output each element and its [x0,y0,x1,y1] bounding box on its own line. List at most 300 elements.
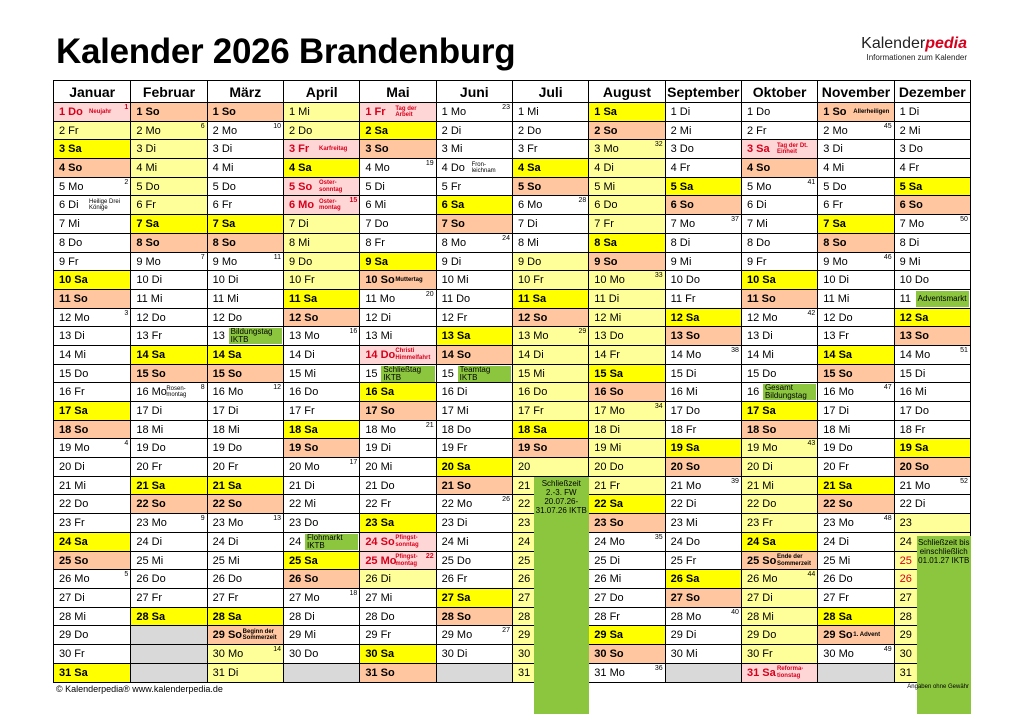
day-cell[interactable] [284,645,359,664]
day-cell[interactable] [437,645,512,664]
day-cell[interactable] [437,402,512,421]
day-cell[interactable] [437,589,512,608]
day-cell[interactable] [54,421,130,440]
day-cell[interactable] [360,309,435,328]
day-cell[interactable] [437,608,512,627]
day-cell[interactable] [54,290,130,309]
day-cell[interactable] [818,608,893,627]
day-cell[interactable] [360,327,435,346]
day-cell[interactable] [437,495,512,514]
day-cell[interactable] [666,327,741,346]
day-cell[interactable] [360,346,435,365]
day-cell[interactable] [513,234,588,253]
day-cell[interactable] [284,122,359,141]
day-cell[interactable] [589,234,664,253]
day-cell[interactable] [742,608,817,627]
day-cell[interactable] [437,234,512,253]
day-cell[interactable] [666,159,741,178]
day-cell[interactable] [589,645,664,664]
day-cell[interactable] [360,533,435,552]
day-cell[interactable] [895,196,970,215]
day-cell[interactable] [54,608,130,627]
day-cell[interactable] [437,253,512,272]
day-cell[interactable] [284,477,359,496]
day-cell[interactable] [284,309,359,328]
day-cell[interactable] [666,402,741,421]
day-cell[interactable] [818,495,893,514]
day-cell[interactable] [895,383,970,402]
day-cell[interactable] [895,439,970,458]
day-cell[interactable] [437,271,512,290]
day-cell[interactable] [360,421,435,440]
day-cell[interactable] [437,477,512,496]
day-cell[interactable] [54,253,130,272]
day-cell[interactable] [818,552,893,571]
day-cell[interactable] [131,140,206,159]
day-cell[interactable] [437,458,512,477]
day-cell[interactable] [742,346,817,365]
day-cell[interactable] [742,645,817,664]
day-cell[interactable] [589,552,664,571]
day-cell[interactable] [437,533,512,552]
day-cell[interactable] [208,533,283,552]
day-cell[interactable] [742,402,817,421]
day-cell[interactable] [666,365,741,384]
day-cell[interactable] [742,458,817,477]
day-cell[interactable] [818,402,893,421]
day-cell[interactable] [131,365,206,384]
day-cell[interactable] [666,178,741,197]
day-cell[interactable] [284,421,359,440]
day-cell[interactable] [284,608,359,627]
day-cell[interactable] [131,159,206,178]
day-cell[interactable] [666,234,741,253]
day-cell[interactable] [284,234,359,253]
day-cell[interactable] [284,533,359,552]
day-cell[interactable] [284,365,359,384]
day-cell[interactable] [208,477,283,496]
day-cell[interactable] [437,159,512,178]
day-cell[interactable] [54,664,130,683]
day-cell[interactable] [360,402,435,421]
day-cell[interactable] [437,103,512,122]
day-cell[interactable] [666,477,741,496]
day-cell[interactable] [513,290,588,309]
day-cell[interactable] [360,178,435,197]
day-cell[interactable] [360,608,435,627]
day-cell[interactable] [54,309,130,328]
day-cell[interactable] [589,514,664,533]
day-cell[interactable] [895,514,970,533]
day-cell[interactable] [742,439,817,458]
day-cell[interactable] [589,533,664,552]
day-cell[interactable] [131,178,206,197]
footer-copyright[interactable]: © Kalenderpedia® www.kalenderpedia.de [56,684,223,694]
day-cell[interactable] [818,383,893,402]
day-cell[interactable] [666,140,741,159]
day-cell[interactable] [742,664,817,683]
day-cell[interactable] [360,253,435,272]
day-cell[interactable] [208,215,283,234]
day-cell[interactable] [666,122,741,141]
day-cell[interactable] [513,215,588,234]
day-cell[interactable] [284,196,359,215]
day-cell[interactable] [895,140,970,159]
day-cell[interactable] [131,215,206,234]
day-cell[interactable] [360,140,435,159]
day-cell[interactable] [360,514,435,533]
day-cell[interactable] [437,421,512,440]
day-cell[interactable] [208,327,283,346]
day-cell[interactable] [818,253,893,272]
day-cell[interactable] [666,645,741,664]
day-cell[interactable] [360,439,435,458]
day-cell[interactable] [54,271,130,290]
day-cell[interactable] [54,346,130,365]
day-cell[interactable] [208,122,283,141]
day-cell[interactable] [742,290,817,309]
day-cell[interactable] [54,103,130,122]
day-cell[interactable] [131,309,206,328]
day-cell[interactable] [131,458,206,477]
day-cell[interactable] [208,140,283,159]
day-cell[interactable] [589,402,664,421]
day-cell[interactable] [360,458,435,477]
day-cell[interactable] [742,178,817,197]
day-cell[interactable] [437,383,512,402]
day-cell[interactable] [131,103,206,122]
day-cell[interactable] [895,477,970,496]
day-cell[interactable] [895,421,970,440]
day-cell[interactable] [208,178,283,197]
day-cell[interactable] [54,645,130,664]
day-cell[interactable] [818,122,893,141]
day-cell[interactable] [895,271,970,290]
day-cell[interactable] [818,290,893,309]
day-cell[interactable] [666,271,741,290]
day-cell[interactable] [131,477,206,496]
day-cell[interactable] [54,327,130,346]
day-cell[interactable] [208,346,283,365]
day-cell[interactable] [513,103,588,122]
day-cell[interactable] [284,215,359,234]
day-cell[interactable] [208,458,283,477]
day-cell[interactable] [360,234,435,253]
day-cell[interactable] [666,552,741,571]
day-cell[interactable] [818,626,893,645]
day-cell[interactable] [589,439,664,458]
day-cell[interactable] [284,346,359,365]
day-cell[interactable] [131,290,206,309]
day-cell[interactable] [208,608,283,627]
day-cell[interactable] [589,103,664,122]
day-cell[interactable] [818,589,893,608]
day-cell[interactable] [513,327,588,346]
day-cell[interactable] [208,552,283,571]
day-cell[interactable] [437,196,512,215]
day-cell[interactable] [742,589,817,608]
day-cell[interactable] [818,309,893,328]
day-cell[interactable] [666,439,741,458]
day-cell[interactable] [742,383,817,402]
day-cell[interactable] [131,402,206,421]
day-cell[interactable] [666,290,741,309]
day-cell[interactable] [895,365,970,384]
day-cell[interactable] [742,514,817,533]
day-cell[interactable] [818,421,893,440]
day-cell[interactable] [131,514,206,533]
day-cell[interactable] [895,402,970,421]
day-cell[interactable] [360,626,435,645]
day-cell[interactable] [208,589,283,608]
day-cell[interactable] [208,253,283,272]
day-cell[interactable] [131,383,206,402]
day-cell[interactable] [437,309,512,328]
day-cell[interactable] [360,589,435,608]
day-cell[interactable] [589,626,664,645]
day-cell[interactable] [589,365,664,384]
day-cell[interactable] [818,140,893,159]
day-cell[interactable] [742,533,817,552]
day-cell[interactable] [360,215,435,234]
day-cell[interactable] [666,103,741,122]
day-cell[interactable] [131,271,206,290]
day-cell[interactable] [666,253,741,272]
day-cell[interactable] [284,271,359,290]
day-cell[interactable] [131,533,206,552]
day-cell[interactable] [589,383,664,402]
day-cell[interactable] [589,178,664,197]
day-cell[interactable] [131,589,206,608]
day-cell[interactable] [818,346,893,365]
day-cell[interactable] [818,196,893,215]
day-cell[interactable] [513,271,588,290]
day-cell[interactable] [208,103,283,122]
day-cell[interactable] [131,327,206,346]
day-cell[interactable] [895,159,970,178]
day-cell[interactable] [513,383,588,402]
day-cell[interactable] [54,495,130,514]
day-cell[interactable] [360,645,435,664]
day-cell[interactable] [513,346,588,365]
day-cell[interactable] [54,589,130,608]
day-cell[interactable] [895,458,970,477]
day-cell[interactable] [284,103,359,122]
day-cell[interactable] [360,290,435,309]
day-cell[interactable] [818,178,893,197]
day-cell[interactable] [589,140,664,159]
day-cell[interactable] [818,159,893,178]
day-cell[interactable] [208,365,283,384]
day-cell[interactable] [666,589,741,608]
day-cell[interactable] [513,140,588,159]
day-cell[interactable] [54,514,130,533]
day-cell[interactable] [437,552,512,571]
day-cell[interactable] [437,327,512,346]
day-cell[interactable] [131,495,206,514]
day-cell[interactable] [360,570,435,589]
day-cell[interactable] [589,122,664,141]
day-cell[interactable] [589,495,664,514]
day-cell[interactable] [742,271,817,290]
day-cell[interactable] [818,570,893,589]
day-cell[interactable] [360,196,435,215]
day-cell[interactable] [818,439,893,458]
day-cell[interactable] [360,664,435,683]
day-cell[interactable] [589,570,664,589]
day-cell[interactable] [818,271,893,290]
day-cell[interactable] [284,570,359,589]
day-cell[interactable] [437,365,512,384]
day-cell[interactable] [742,626,817,645]
day-cell[interactable] [818,234,893,253]
day-cell[interactable] [589,589,664,608]
day-cell[interactable] [818,365,893,384]
day-cell[interactable] [284,552,359,571]
day-cell[interactable] [284,383,359,402]
day-cell[interactable] [589,290,664,309]
day-cell[interactable] [895,309,970,328]
day-cell[interactable] [284,178,359,197]
day-cell[interactable] [513,309,588,328]
day-cell[interactable] [513,458,588,477]
day-cell[interactable] [437,626,512,645]
day-cell[interactable] [666,383,741,402]
day-cell[interactable] [666,626,741,645]
day-cell[interactable] [54,402,130,421]
day-cell[interactable] [284,514,359,533]
day-cell[interactable] [437,122,512,141]
day-cell[interactable] [360,271,435,290]
day-cell[interactable] [54,196,130,215]
day-cell[interactable] [589,421,664,440]
day-cell[interactable] [589,253,664,272]
day-cell[interactable] [589,215,664,234]
day-cell[interactable] [131,552,206,571]
day-cell[interactable] [818,477,893,496]
day-cell[interactable] [208,421,283,440]
day-cell[interactable] [742,421,817,440]
day-cell[interactable] [666,458,741,477]
day-cell[interactable] [513,159,588,178]
day-cell[interactable] [208,664,283,683]
day-cell[interactable] [131,570,206,589]
day-cell[interactable] [208,514,283,533]
day-cell[interactable] [208,159,283,178]
day-cell[interactable] [818,645,893,664]
day-cell[interactable] [54,477,130,496]
day-cell[interactable] [742,140,817,159]
day-cell[interactable] [360,365,435,384]
day-cell[interactable] [54,552,130,571]
day-cell[interactable] [131,421,206,440]
day-cell[interactable] [895,178,970,197]
day-cell[interactable] [818,533,893,552]
day-cell[interactable] [360,122,435,141]
day-cell[interactable] [589,309,664,328]
day-cell[interactable] [666,196,741,215]
day-cell[interactable] [208,290,283,309]
day-cell[interactable] [284,589,359,608]
day-cell[interactable] [208,626,283,645]
day-cell[interactable] [895,103,970,122]
day-cell[interactable] [589,664,664,683]
day-cell[interactable] [437,514,512,533]
day-cell[interactable] [895,327,970,346]
day-cell[interactable] [131,608,206,627]
day-cell[interactable] [208,439,283,458]
day-cell[interactable] [742,495,817,514]
day-cell[interactable] [895,234,970,253]
day-cell[interactable] [131,439,206,458]
day-cell[interactable] [360,159,435,178]
day-cell[interactable] [131,346,206,365]
day-cell[interactable] [513,365,588,384]
day-cell[interactable] [208,570,283,589]
day-cell[interactable] [742,552,817,571]
day-cell[interactable] [284,458,359,477]
day-cell[interactable] [284,140,359,159]
day-cell[interactable] [284,402,359,421]
day-cell[interactable] [895,253,970,272]
day-cell[interactable] [208,383,283,402]
day-cell[interactable] [742,477,817,496]
day-cell[interactable] [54,178,130,197]
brand-logo[interactable] [861,36,967,62]
day-cell[interactable] [513,122,588,141]
day-cell[interactable] [208,196,283,215]
day-cell[interactable] [360,477,435,496]
day-cell[interactable] [208,234,283,253]
day-cell[interactable] [742,196,817,215]
day-cell[interactable] [666,421,741,440]
day-cell[interactable] [513,178,588,197]
day-cell[interactable] [742,159,817,178]
day-cell[interactable] [54,365,130,384]
day-cell[interactable] [589,327,664,346]
day-cell[interactable] [818,514,893,533]
day-cell[interactable] [54,626,130,645]
day-cell[interactable] [437,570,512,589]
day-cell[interactable] [131,196,206,215]
day-cell[interactable] [208,645,283,664]
day-cell[interactable] [54,383,130,402]
day-cell[interactable] [513,439,588,458]
day-cell[interactable] [284,439,359,458]
day-cell[interactable] [666,215,741,234]
day-cell[interactable] [666,533,741,552]
day-cell[interactable] [895,290,970,309]
day-cell[interactable] [895,346,970,365]
day-cell[interactable] [589,159,664,178]
day-cell[interactable] [208,271,283,290]
day-cell[interactable] [54,122,130,141]
day-cell[interactable] [589,477,664,496]
day-cell[interactable] [284,290,359,309]
day-cell[interactable] [589,458,664,477]
day-cell[interactable] [437,346,512,365]
day-cell[interactable] [54,234,130,253]
day-cell[interactable] [818,327,893,346]
day-cell[interactable] [54,140,130,159]
day-cell[interactable] [742,253,817,272]
day-cell[interactable] [131,122,206,141]
day-cell[interactable] [437,140,512,159]
day-cell[interactable] [284,495,359,514]
day-cell[interactable] [284,159,359,178]
day-cell[interactable] [666,309,741,328]
day-cell[interactable] [54,439,130,458]
